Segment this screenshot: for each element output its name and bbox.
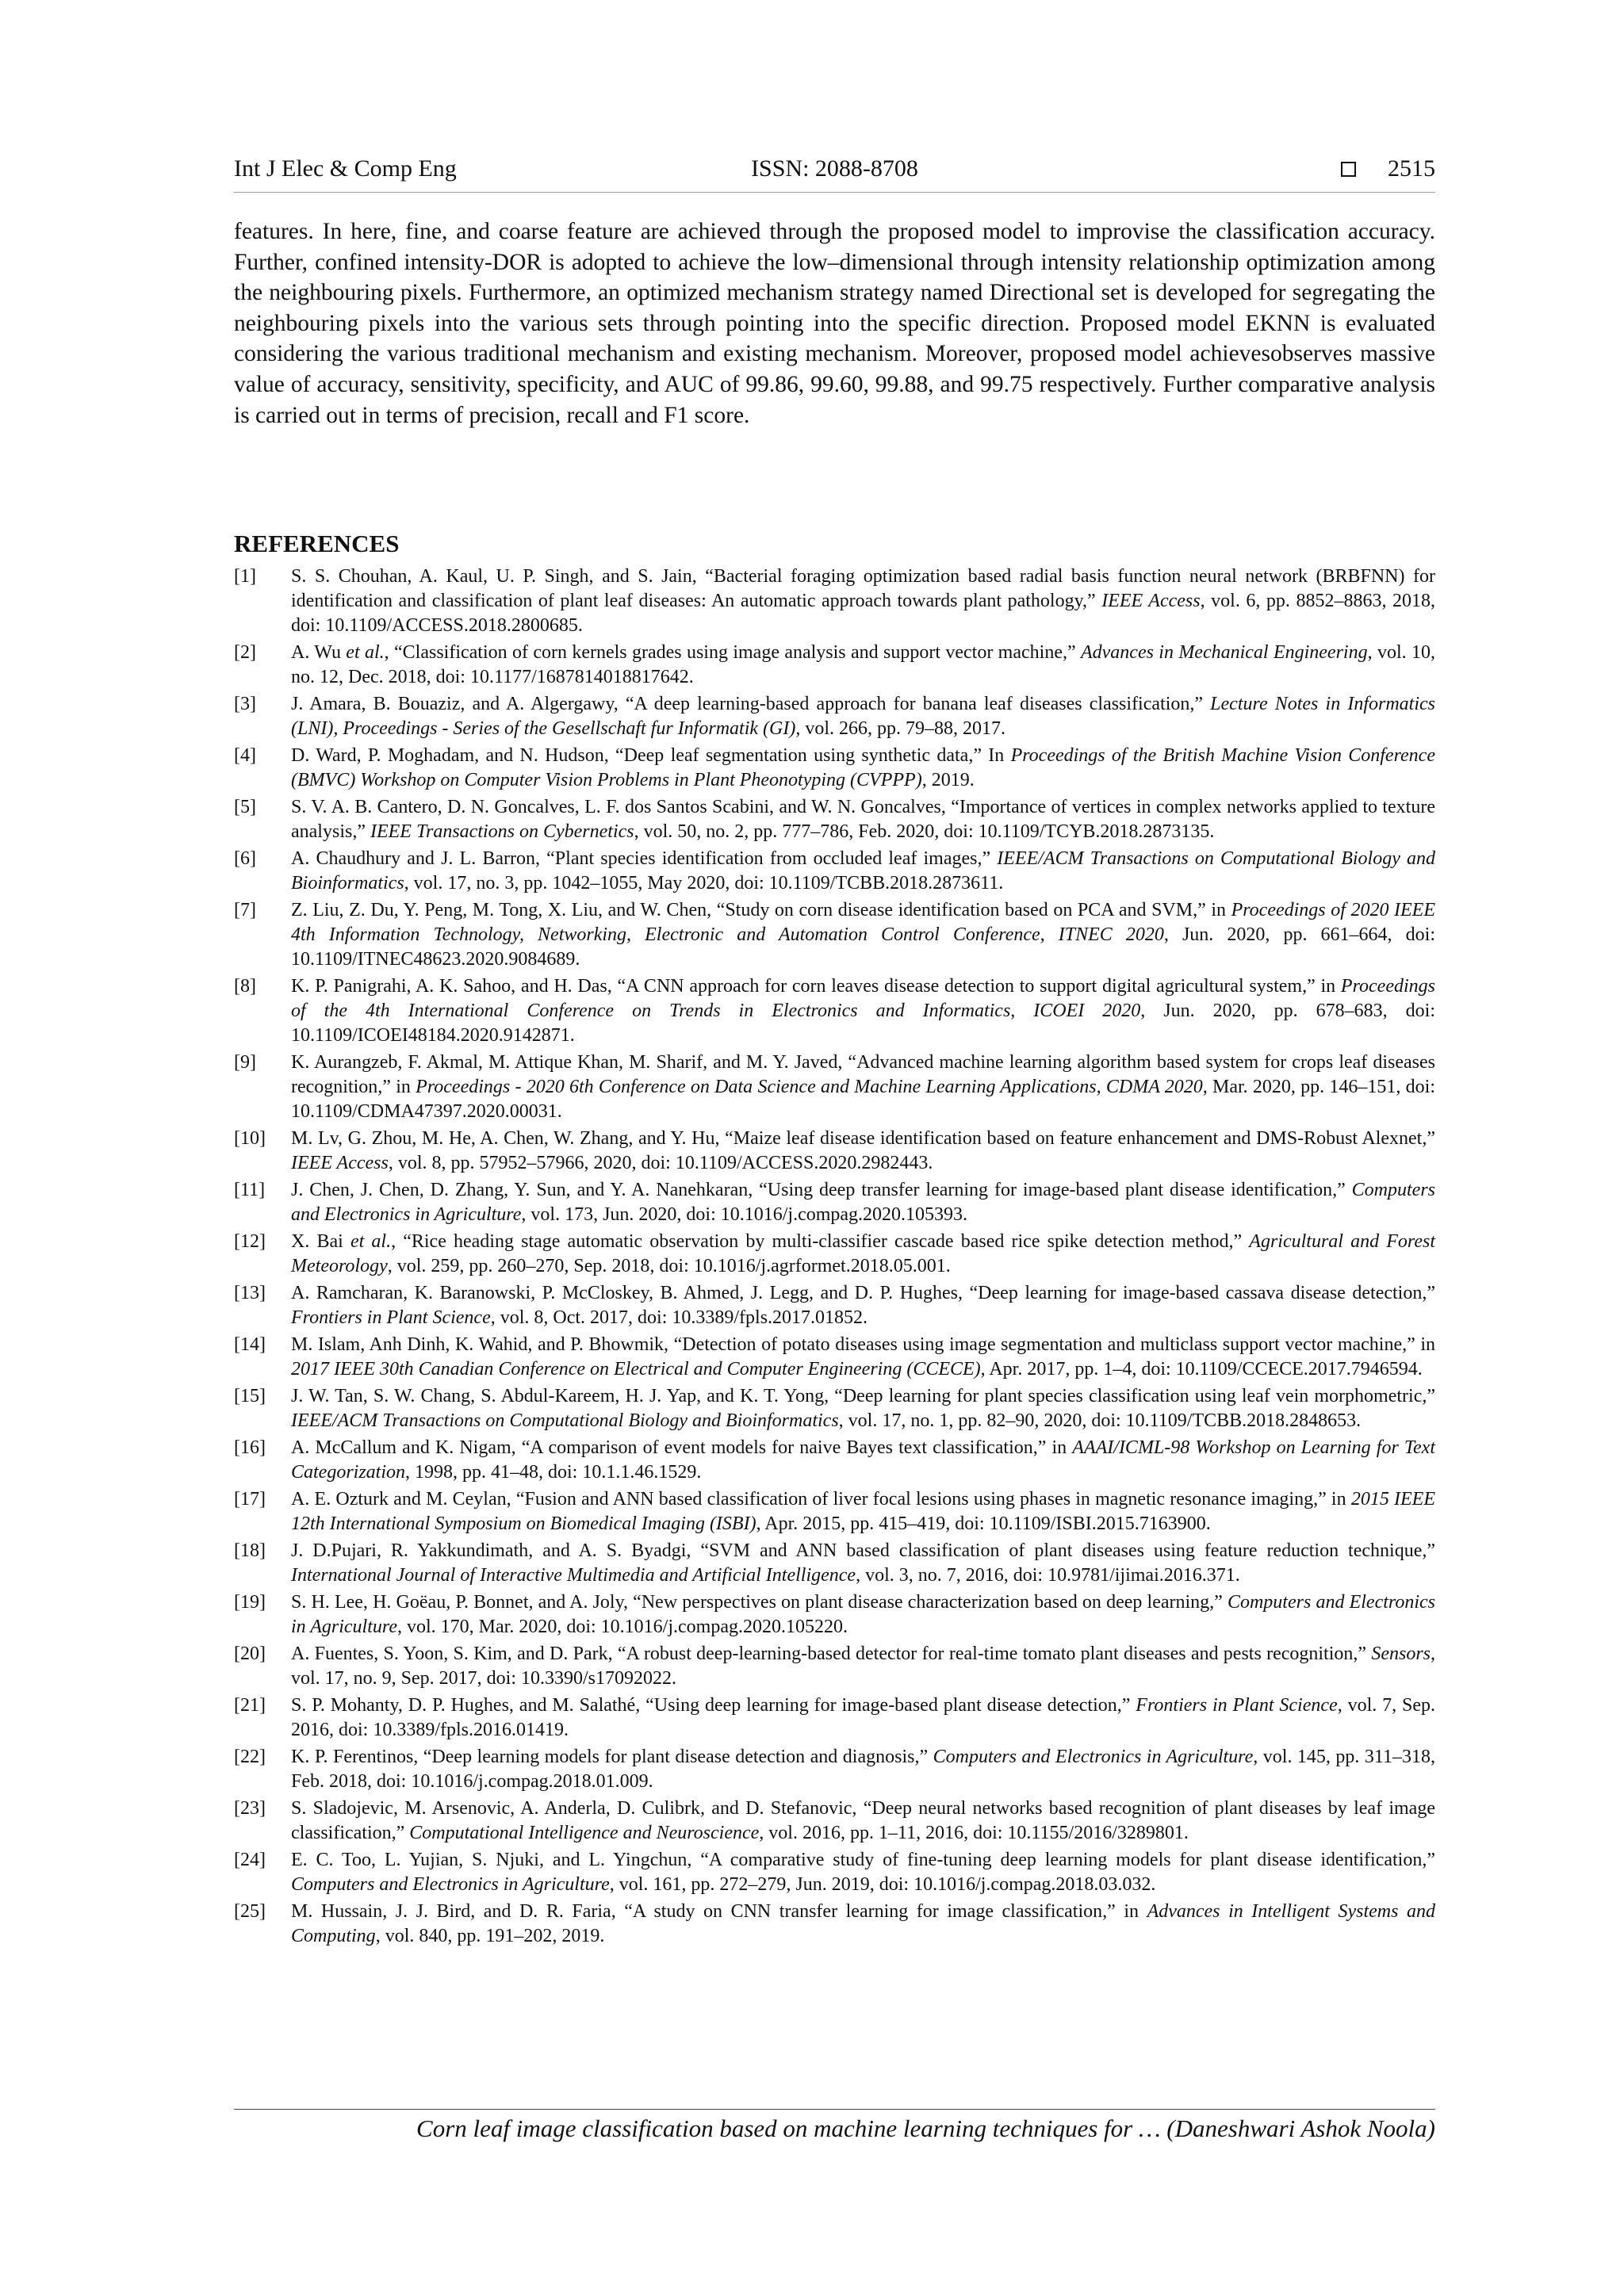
reference-run: , Mar. 2020, pp. 146–151, doi: 10.1109/CDMA47397.2020.00031. <box>291 1077 1436 1122</box>
reference-run: , vol. 840, pp. 191–202, 2019. <box>375 1926 605 1946</box>
reference-item <box>234 795 1435 844</box>
reference-italic-run: 2015 IEEE 12th International Symposium on Biomedical Imaging (ISBI) <box>291 1489 1435 1534</box>
reference-italic-run: Computational Intelligence and Neuroscience <box>409 1823 760 1843</box>
reference-run: A. Chaudhury and J. L. Barron, “Plant species identification from occluded leaf images,” <box>291 848 998 869</box>
reference-number: [17] <box>234 1489 266 1510</box>
reference-text <box>291 1745 1435 1794</box>
reference-run: A. Ramcharan, K. Baranowski, P. McCloskey, B. Ahmed, J. Legg, and D. P. Hughes, “Deep learning for image-based cassava disease detection,” <box>291 1283 1435 1303</box>
reference-run: S. Sladojevic, M. Arsenovic, A. Anderla, D. Culibrk, and D. Stefanovic, “Deep neural networks based recognition of plant diseases by leaf image classification,” <box>291 1798 1435 1843</box>
reference-text <box>291 1230 1435 1279</box>
reference-italic-run: IEEE Access <box>1101 591 1201 611</box>
reference-run: , vol. 170, Mar. 2020, doi: 10.1016/j.compag.2020.105220. <box>397 1617 848 1637</box>
reference-italic-run: Lecture Notes in Informatics (LNI), Proceedings - Series of the Gesellschaft fur Informatik (GI) <box>291 694 1436 739</box>
reference-run: M. Lv, G. Zhou, M. He, A. Chen, W. Zhang, and Y. Hu, “Maize leaf disease identification based on feature enhancement and DMS-Robust Alexnet,” <box>291 1128 1435 1149</box>
reference-italic-run: et al. <box>350 1231 392 1252</box>
reference-item <box>234 744 1435 793</box>
reference-text <box>291 1797 1435 1846</box>
reference-number: [21] <box>234 1695 266 1716</box>
reference-item <box>234 1436 1435 1485</box>
reference-text <box>291 1127 1435 1176</box>
reference-italic-run: IEEE/ACM Transactions on Computational Biology and Bioinformatics <box>291 1410 839 1431</box>
reference-number: [1] <box>234 566 256 587</box>
reference-number: [16] <box>234 1437 266 1458</box>
reference-text <box>291 974 1435 1048</box>
reference-text <box>291 898 1435 972</box>
reference-run: E. C. Too, L. Yujian, S. Njuki, and L. Yingchun, “A comparative study of fine-tuning deep learning models for plant disease identification,” <box>291 1850 1435 1870</box>
reference-item <box>234 564 1435 638</box>
reference-text <box>291 1590 1435 1640</box>
reference-text <box>291 1384 1435 1433</box>
reference-run: , Apr. 2017, pp. 1–4, doi: 10.1109/CCECE.2017.7946594. <box>980 1359 1423 1380</box>
reference-text <box>291 1178 1435 1227</box>
reference-item <box>234 1230 1435 1279</box>
reference-number: [14] <box>234 1334 266 1355</box>
reference-italic-run: Frontiers in Plant Science <box>291 1307 491 1328</box>
reference-number: [4] <box>234 745 256 766</box>
reference-italic-run: Proceedings - 2020 6th Conference on Data Science and Machine Learning Applications, CDMA 2020 <box>416 1077 1203 1097</box>
reference-run: , vol. 17, no. 3, pp. 1042–1055, May 2020, doi: 10.1109/TCBB.2018.2873611. <box>404 873 1004 894</box>
reference-text <box>291 1281 1435 1330</box>
reference-run: , “Classification of corn kernels grades using image analysis and support vector machine,” <box>384 642 1081 663</box>
reference-item <box>234 1900 1435 1949</box>
reference-text <box>291 1693 1435 1743</box>
reference-text <box>291 795 1435 844</box>
issn: ISSN: 2088-8708 <box>751 155 918 182</box>
journal-name: Int J Elec & Comp Eng <box>234 155 457 182</box>
reference-run: A. E. Ozturk and M. Ceylan, “Fusion and ANN based classification of liver focal lesions using phases in magnetic resonance imaging,” in <box>291 1489 1351 1510</box>
reference-run: A. Fuentes, S. Yoon, S. Kim, and D. Park, “A robust deep-learning-based detector for real-time tomato plant diseases and pests recognition,” <box>291 1644 1372 1664</box>
reference-number: [20] <box>234 1644 266 1664</box>
reference-italic-run: IEEE/ACM Transactions on Computational Biology and Bioinformatics <box>291 848 1435 894</box>
reference-italic-run: IEEE Access <box>291 1153 389 1173</box>
reference-number: [18] <box>234 1540 266 1561</box>
reference-number: [2] <box>234 642 256 663</box>
reference-item <box>234 1127 1435 1176</box>
reference-text <box>291 1642 1435 1691</box>
reference-number: [6] <box>234 848 256 869</box>
reference-number: [13] <box>234 1283 266 1303</box>
reference-italic-run: Advances in Mechanical Engineering <box>1080 642 1368 663</box>
reference-number: [22] <box>234 1747 266 1767</box>
reference-run: A. Wu <box>291 642 347 663</box>
reference-italic-run: Agricultural and Forest Meteorology <box>291 1231 1436 1276</box>
reference-item <box>234 898 1435 972</box>
reference-run: , vol. 3, no. 7, 2016, doi: 10.9781/ijimai.2016.371. <box>856 1565 1240 1586</box>
reference-item <box>234 1333 1435 1382</box>
reference-number: [15] <box>234 1386 266 1406</box>
reference-run: S. V. A. B. Cantero, D. N. Goncalves, L. F. dos Santos Scabini, and W. N. Goncalves, “Importance of vertices in complex networks applied to texture analysis,” <box>291 797 1435 842</box>
header-rule <box>234 192 1435 193</box>
reference-item <box>234 641 1435 690</box>
reference-run: , vol. 161, pp. 272–279, Jun. 2019, doi: 10.1016/j.compag.2018.03.032. <box>609 1874 1156 1895</box>
reference-run: , vol. 259, pp. 260–270, Sep. 2018, doi: 10.1016/j.agrformet.2018.05.001. <box>387 1256 951 1276</box>
reference-run: D. Ward, P. Moghadam, and N. Hudson, “Deep leaf segmentation using synthetic data,” In <box>291 745 1011 766</box>
reference-text <box>291 1436 1435 1485</box>
reference-item <box>234 1590 1435 1640</box>
reference-item <box>234 1487 1435 1536</box>
reference-run: J. W. Tan, S. W. Chang, S. Abdul-Kareem, H. J. Yap, and K. T. Yong, “Deep learning for plant species classification using leaf vein morphometric,” <box>291 1386 1435 1406</box>
reference-item <box>234 1539 1435 1588</box>
reference-run: Z. Liu, Z. Du, Y. Peng, M. Tong, X. Liu, and W. Chen, “Study on corn disease identification based on PCA and SVM,” in <box>291 900 1231 920</box>
reference-item <box>234 1848 1435 1897</box>
reference-number: [9] <box>234 1052 256 1073</box>
reference-run: , Jun. 2020, pp. 661–664, doi: 10.1109/ITNEC48623.2020.9084689. <box>291 924 1435 970</box>
reference-run: , vol. 17, no. 9, Sep. 2017, doi: 10.3390/s17092022. <box>291 1644 1435 1689</box>
reference-italic-run: International Journal of Interactive Multimedia and Artificial Intelligence <box>291 1565 856 1586</box>
reference-text <box>291 1848 1435 1897</box>
reference-run: S. S. Chouhan, A. Kaul, U. P. Singh, and S. Jain, “Bacterial foraging optimization based radial basis function neural network (BRBFNN) for identification and classification of plant leaf diseases: An automatic approach towards plant pathology,” <box>291 566 1435 611</box>
running-header <box>234 155 1435 182</box>
reference-text <box>291 692 1435 741</box>
body-paragraph: features. In here, fine, and coarse feature are achieved through the proposed model to improvise the classification accuracy. Further, confined intensity-DOR is adopted to achieve the low–dimensional through intensity relationship optimization among the neighbouring pixels. Furthermore, an optimized mechanism strategy named Directional set is developed for segregating the neighbouring pixels into the various sets through pointing into the specific direction. Proposed model EKNN is evaluated considering the various traditional mechanism and existing mechanism. Moreover, proposed model achievesobserves massive value of accuracy, sensitivity, specificity, and AUC of 99.86, 99.60, 99.88, and 99.75 respectively. Further comparative analysis is carried out in terms of precision, recall and F1 score. <box>234 219 1435 428</box>
reference-run: , vol. 266, pp. 79–88, 2017. <box>795 718 1005 739</box>
reference-italic-run: 2017 IEEE 30th Canadian Conference on Electrical and Computer Engineering (CCECE) <box>291 1359 981 1380</box>
reference-italic-run: Computers and Electronics in Agriculture <box>291 1180 1435 1225</box>
reference-run: , vol. 10, no. 12, Dec. 2018, doi: 10.1177/1687814018817642. <box>291 642 1435 687</box>
reference-number: [12] <box>234 1231 266 1252</box>
reference-run: , vol. 8, Oct. 2017, doi: 10.3389/fpls.2017.01852. <box>490 1307 868 1328</box>
reference-item <box>234 1797 1435 1846</box>
reference-run: , Apr. 2015, pp. 415–419, doi: 10.1109/ISBI.2015.7163900. <box>756 1513 1211 1534</box>
reference-run: , vol. 173, Jun. 2020, doi: 10.1016/j.compag.2020.105393. <box>521 1204 968 1225</box>
reference-item <box>234 1384 1435 1433</box>
reference-run: , 1998, pp. 41–48, doi: 10.1.1.46.1529. <box>405 1462 702 1483</box>
reference-italic-run: Proceedings of the British Machine Vision Conference (BMVC) Workshop on Computer Vision Problems in Plant Pheonotyping (CVPPP) <box>291 745 1435 790</box>
reference-item <box>234 692 1435 741</box>
reference-run: , “Rice heading stage automatic observation by multi-classifier cascade based rice spike detection method,” <box>391 1231 1250 1252</box>
reference-run: , vol. 7, Sep. 2016, doi: 10.3389/fpls.2016.01419. <box>291 1695 1436 1740</box>
reference-run: X. Bai <box>291 1231 350 1252</box>
reference-italic-run: Computers and Electronics in Agriculture <box>291 1874 610 1895</box>
reference-text <box>291 641 1435 690</box>
reference-run: J. Chen, J. Chen, D. Zhang, Y. Sun, and Y. A. Nanehkaran, “Using deep transfer learning for image-based plant disease identification,” <box>291 1180 1352 1200</box>
references-list <box>234 564 1435 1951</box>
reference-text <box>291 1900 1435 1949</box>
reference-item <box>234 847 1435 896</box>
header-right <box>1035 155 1435 182</box>
reference-italic-run: et al. <box>346 642 385 663</box>
reference-run: , vol. 6, pp. 8852–8863, 2018, doi: 10.1109/ACCESS.2018.2800685. <box>291 591 1435 636</box>
reference-run: , vol. 50, no. 2, pp. 777–786, Feb. 2020, doi: 10.1109/TCYB.2018.2873135. <box>634 821 1215 842</box>
reference-italic-run: AAAI/ICML-98 Workshop on Learning for Text Categorization <box>291 1437 1435 1483</box>
reference-run: A. McCallum and K. Nigam, “A comparison of event models for naive Bayes text classification,” in <box>291 1437 1073 1458</box>
square-icon <box>1341 162 1356 177</box>
reference-run: K. P. Ferentinos, “Deep learning models for plant disease detection and diagnosis,” <box>291 1747 933 1767</box>
reference-text <box>291 1487 1435 1536</box>
reference-item <box>234 1642 1435 1691</box>
page-number: 2515 <box>1388 155 1435 182</box>
reference-number: [3] <box>234 694 256 714</box>
reference-text <box>291 1050 1435 1124</box>
reference-italic-run: IEEE Transactions on Cybernetics <box>370 821 634 842</box>
reference-run: K. Aurangzeb, F. Akmal, M. Attique Khan, M. Sharif, and M. Y. Javed, “Advanced machine learning algorithm based system for crops leaf diseases recognition,” in <box>291 1052 1435 1097</box>
reference-run: M. Hussain, J. J. Bird, and D. R. Faria, “A study on CNN transfer learning for image classification,” in <box>291 1901 1147 1922</box>
reference-italic-run: Computers and Electronics in Agriculture <box>291 1592 1436 1637</box>
reference-item <box>234 1693 1435 1743</box>
reference-number: [24] <box>234 1850 266 1870</box>
reference-italic-run: Advances in Intelligent Systems and Computing <box>291 1901 1435 1946</box>
reference-text <box>291 744 1435 793</box>
reference-number: [11] <box>234 1180 266 1200</box>
reference-run: , vol. 145, pp. 311–318, Feb. 2018, doi: 10.1016/j.compag.2018.01.009. <box>291 1747 1436 1792</box>
reference-run: , vol. 17, no. 1, pp. 82–90, 2020, doi: 10.1109/TCBB.2018.2848653. <box>838 1410 1362 1431</box>
reference-number: [25] <box>234 1901 266 1922</box>
reference-text <box>291 564 1435 638</box>
reference-italic-run: Frontiers in Plant Science <box>1136 1695 1338 1716</box>
reference-run: , 2019. <box>921 770 975 790</box>
footer-rule <box>234 2109 1435 2110</box>
reference-number: [8] <box>234 976 256 997</box>
reference-item <box>234 974 1435 1048</box>
reference-number: [19] <box>234 1592 266 1613</box>
references-heading: REFERENCES <box>234 530 400 557</box>
reference-run: M. Islam, Anh Dinh, K. Wahid, and P. Bhowmik, “Detection of potato diseases using image segmentation and multiclass support vector machine,” in <box>291 1334 1435 1355</box>
reference-italic-run: Sensors <box>1371 1644 1431 1664</box>
reference-text <box>291 847 1435 896</box>
reference-text <box>291 1539 1435 1588</box>
reference-run: , Jun. 2020, pp. 678–683, doi: 10.1109/ICOEI48184.2020.9142871. <box>291 1001 1435 1046</box>
reference-number: [5] <box>234 797 256 817</box>
reference-run: , vol. 8, pp. 57952–57966, 2020, doi: 10.1109/ACCESS.2020.2982443. <box>388 1153 933 1173</box>
reference-italic-run: Proceedings of the 4th International Conference on Trends in Electronics and Informatics, ICOEI 2020 <box>291 976 1435 1021</box>
reference-item <box>234 1178 1435 1227</box>
reference-item <box>234 1281 1435 1330</box>
reference-number: [7] <box>234 900 256 920</box>
reference-run: K. P. Panigrahi, A. K. Sahoo, and H. Das, “A CNN approach for corn leaves disease detection to support digital agricultural system,” in <box>291 976 1341 997</box>
reference-run: S. H. Lee, H. Goëau, P. Bonnet, and A. Joly, “New perspectives on plant disease characterization based on deep learning,” <box>291 1592 1228 1613</box>
reference-run: J. Amara, B. Bouaziz, and A. Algergawy, “A deep learning-based approach for banana leaf diseases classification,” <box>291 694 1211 714</box>
reference-run: , vol. 2016, pp. 1–11, 2016, doi: 10.1155/2016/3289801. <box>759 1823 1189 1843</box>
running-footer: Corn leaf image classification based on machine learning techniques for … (Daneshwari Ashok Noola) <box>416 2114 1435 2142</box>
reference-number: [10] <box>234 1128 266 1149</box>
reference-text <box>291 1333 1435 1382</box>
reference-run: S. P. Mohanty, D. P. Hughes, and M. Salathé, “Using deep learning for image-based plant disease detection,” <box>291 1695 1136 1716</box>
reference-item <box>234 1745 1435 1794</box>
reference-italic-run: Computers and Electronics in Agriculture <box>933 1747 1254 1767</box>
reference-item <box>234 1050 1435 1124</box>
reference-italic-run: Proceedings of 2020 IEEE 4th Information Technology, Networking, Electronic and Automation Control Conference, ITNEC 2020 <box>291 900 1435 945</box>
reference-run: J. D.Pujari, R. Yakkundimath, and A. S. Byadgi, “SVM and ANN based classification of plant diseases using feature reduction technique,” <box>291 1540 1435 1561</box>
reference-number: [23] <box>234 1798 266 1819</box>
